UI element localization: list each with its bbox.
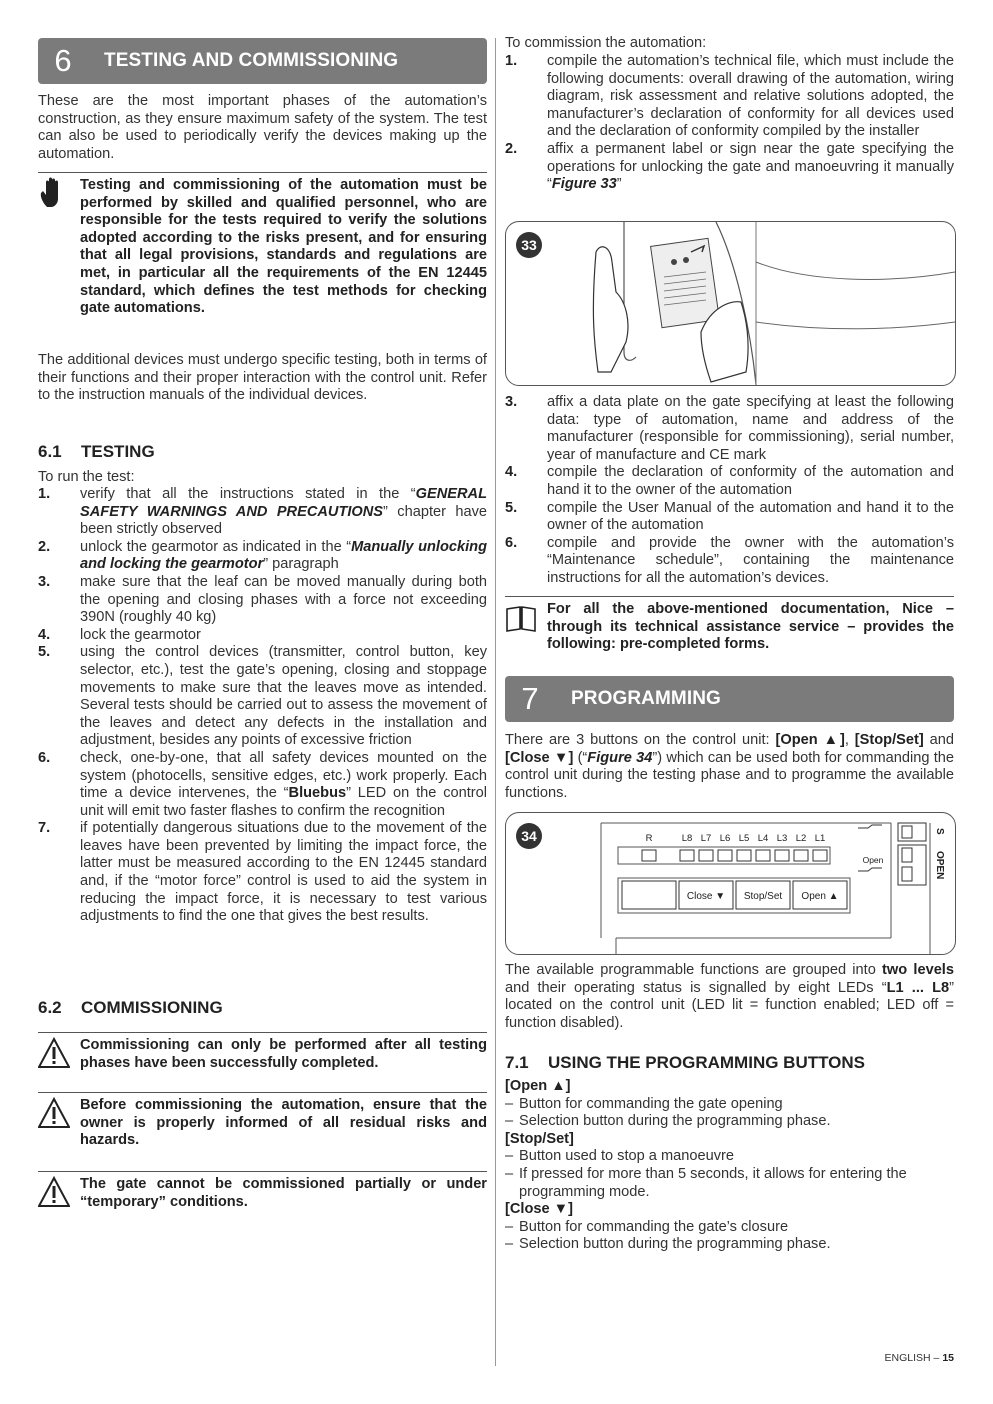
list-item: 4. lock the gearmotor <box>38 626 201 643</box>
commission-lead: To commission the automation: <box>505 35 707 51</box>
page-footer <box>885 1350 954 1368</box>
led-label: L5 <box>738 833 750 844</box>
list-item: 3. affix a data plate on the gate specifying at least the following data: type of automation, name and address of the manufacturer (responsible for commissioning), serial number, year of manufacture and CE mark <box>505 394 954 463</box>
list-item: 2. unlock the gearmotor as indicated in the “Manually unlocking and locking the gearmotor” paragraph <box>38 538 487 573</box>
footer-language: ENGLISH – <box>884 1352 943 1364</box>
led-label: L4 <box>757 833 769 844</box>
warning-note-3 <box>38 1171 487 1211</box>
figure-number: 33 <box>516 232 542 258</box>
led-label: R <box>645 833 653 844</box>
testing-lead: To run the test: <box>38 469 135 485</box>
hand-note-text: Testing and commissioning of the automation must be performed by skilled and qualified personnel, who are responsible for the tests required to verify the solutions adopted according to the risks present, and for ensuring that all legal provisions, standards and regulations are met, in particular all the requirements of the EN 12445 standard, which defines the test methods for checking gate automations. <box>80 177 487 317</box>
open-label: [Open ▲] <box>505 1078 571 1094</box>
stop-set-button: Stop/Set <box>743 891 783 902</box>
hand-stop-icon <box>38 177 70 209</box>
list-item: – Button for commanding the gate’s closure <box>505 1219 954 1237</box>
open-book-icon <box>505 601 537 633</box>
documentation-note-text: For all the above-mentioned documentation, Nice – through its technical assistance service – provides the following: pre-completed forms. <box>547 601 954 653</box>
hand-note <box>38 172 487 318</box>
heading-title: USING THE PROGRAMMING BUTTONS <box>548 1053 866 1072</box>
list-item: 3. make sure that the leaf can be moved manually during both the opening and closing phases with a force not exceeding 390N (roughly 40 kg) <box>38 573 487 626</box>
terminal-open-label: OPEN <box>934 851 945 880</box>
commissioning-heading <box>38 999 487 1017</box>
led-label: L2 <box>795 833 807 844</box>
control-unit-illustration <box>506 813 955 954</box>
list-item: – Button for commanding the gate opening <box>505 1096 954 1114</box>
led-label: L1 <box>814 833 826 844</box>
list-item: 7. if potentially dangerous situations due to the movement of the leaves have been prevented by limiting the impact force, the latter must be measured according to the EN 12445 standard and, if the “motor force” control is used to aid the system in reducing the impact force, it is necessary to test various adjustments to find the one that gives the best results. <box>38 820 487 925</box>
section-title: PROGRAMMING <box>571 688 721 710</box>
heading-number: 6.2 <box>38 998 62 1017</box>
section-7-header <box>505 676 954 722</box>
commissioning-steps-a <box>505 53 954 194</box>
list-item: 5. using the control devices (transmitter, control button, key selector, etc.), test the gate’s opening, closing and stoppage movements to make sure that the leaves move as intended. Several tests should be carried out to assess the movement of the leaves and detect any defects in the installation and adjustment, besides any points of excessive friction <box>38 644 487 749</box>
section-title: TESTING AND COMMISSIONING <box>104 50 399 72</box>
buttons-heading <box>505 1054 954 1072</box>
list-item: 1. compile the automation’s technical file, which must include the following documents: overall drawing of the automation, wiring diagram, risk assessment and relative solutions adopted, the manufacturer’s declaration of conformity for all devices used and the declaration of conformity compiled by the installer <box>505 53 954 140</box>
warning-note-1 <box>38 1032 487 1072</box>
gearmotor-label-illustration <box>506 222 955 385</box>
heading-number: 7.1 <box>505 1053 529 1072</box>
heading-title: TESTING <box>81 442 155 461</box>
programming-intro: There are 3 buttons on the control unit: [Open ▲], [Stop/Set] and [Close ▼] (“Figure 34”) which can be used both for commanding the control unit during the testing phase and to programme the available functions. <box>505 732 954 801</box>
figure-33 <box>505 221 956 386</box>
warning-text: The gate cannot be commissioned partially or under “temporary” conditions. <box>80 1176 487 1210</box>
page-number: 15 <box>942 1352 954 1364</box>
close-label: [Close ▼] <box>505 1201 573 1218</box>
warning-triangle-icon <box>38 1037 70 1069</box>
led-label: L7 <box>700 833 712 844</box>
warning-text: Before commissioning the automation, ensure that the owner is properly informed of all residual risks and hazards. <box>80 1097 487 1149</box>
section-6-header <box>38 38 487 84</box>
list-item: 6. compile and provide the owner with the automation’s “Maintenance schedule”, containing the maintenance instructions for all the automation’s devices. <box>505 534 954 586</box>
led-label: L6 <box>719 833 731 844</box>
list-item: 6. check, one-by-one, that all safety devices mounted on the system (photocells, sensitive edges, etc.) work properly. Each time a device intervenes, the “Bluebus” LED on the control unit will emit two faster flashes to confirm the recognition <box>38 749 487 819</box>
intro-paragraph: These are the most important phases of the automation’s construction, as they ensure maximum safety of the system. The test can also be used to periodically verify the devices making up the automation. <box>38 93 487 162</box>
heading-title: COMMISSIONING <box>81 998 223 1017</box>
led-label: L3 <box>776 833 788 844</box>
testing-heading <box>38 443 487 461</box>
stop-set-label: [Stop/Set] <box>505 1130 574 1147</box>
section-number: 6 <box>54 43 72 79</box>
column-divider <box>495 38 496 1366</box>
warning-text: Commissioning can only be performed after all testing phases have been successfully completed. <box>80 1037 487 1071</box>
list-item: – Selection button during the programming phase. <box>505 1236 954 1254</box>
section-number: 7 <box>521 681 539 717</box>
warning-note-2 <box>38 1092 487 1150</box>
warning-triangle-icon <box>38 1176 70 1208</box>
list-item: 2. affix a permanent label or sign near the gate specifying the operations for unlocking the gate and manoeuvring it manually “Figure 33” <box>505 140 954 193</box>
open-input-label: Open <box>862 855 884 865</box>
led-label: L8 <box>681 833 693 844</box>
figure-number: 34 <box>516 823 542 849</box>
buttons-description <box>505 1078 954 1254</box>
heading-number: 6.1 <box>38 442 62 461</box>
list-item: 5. compile the User Manual of the automation and hand it to the owner of the automation <box>505 499 954 534</box>
documentation-note <box>505 596 954 654</box>
testing-steps <box>38 486 487 926</box>
terminal-s-label: S <box>934 828 945 835</box>
open-button: Open ▲ <box>801 891 839 902</box>
commissioning-steps-b <box>505 394 954 588</box>
list-item: – Selection button during the programming phase. <box>505 1113 954 1131</box>
close-button: Close ▼ <box>686 891 726 902</box>
additional-devices-paragraph: The additional devices must undergo specific testing, both in terms of their functions and their proper interaction with the control unit. Refer to the instruction manuals of the individual devices. <box>38 352 487 404</box>
list-item: – Button used to stop a manoeuvre <box>505 1148 954 1166</box>
list-item: – If pressed for more than 5 seconds, it allows for entering the programming mode. <box>505 1166 954 1201</box>
warning-triangle-icon <box>38 1097 70 1129</box>
figure-34 <box>505 812 956 955</box>
programmable-functions-paragraph: The available programmable functions are grouped into two levels and their operating status is signalled by eight LEDs “L1 ... L8” located on the control unit (LED lit = function enabled; LED off = function disabled). <box>505 962 954 1031</box>
list-item: 1. verify that all the instructions stated in the “GENERAL SAFETY WARNINGS AND PRECAUTIONS” chapter have been strictly observed <box>38 486 488 538</box>
list-item: 4. compile the declaration of conformity of the automation and hand it to the owner of the automation <box>505 464 954 498</box>
